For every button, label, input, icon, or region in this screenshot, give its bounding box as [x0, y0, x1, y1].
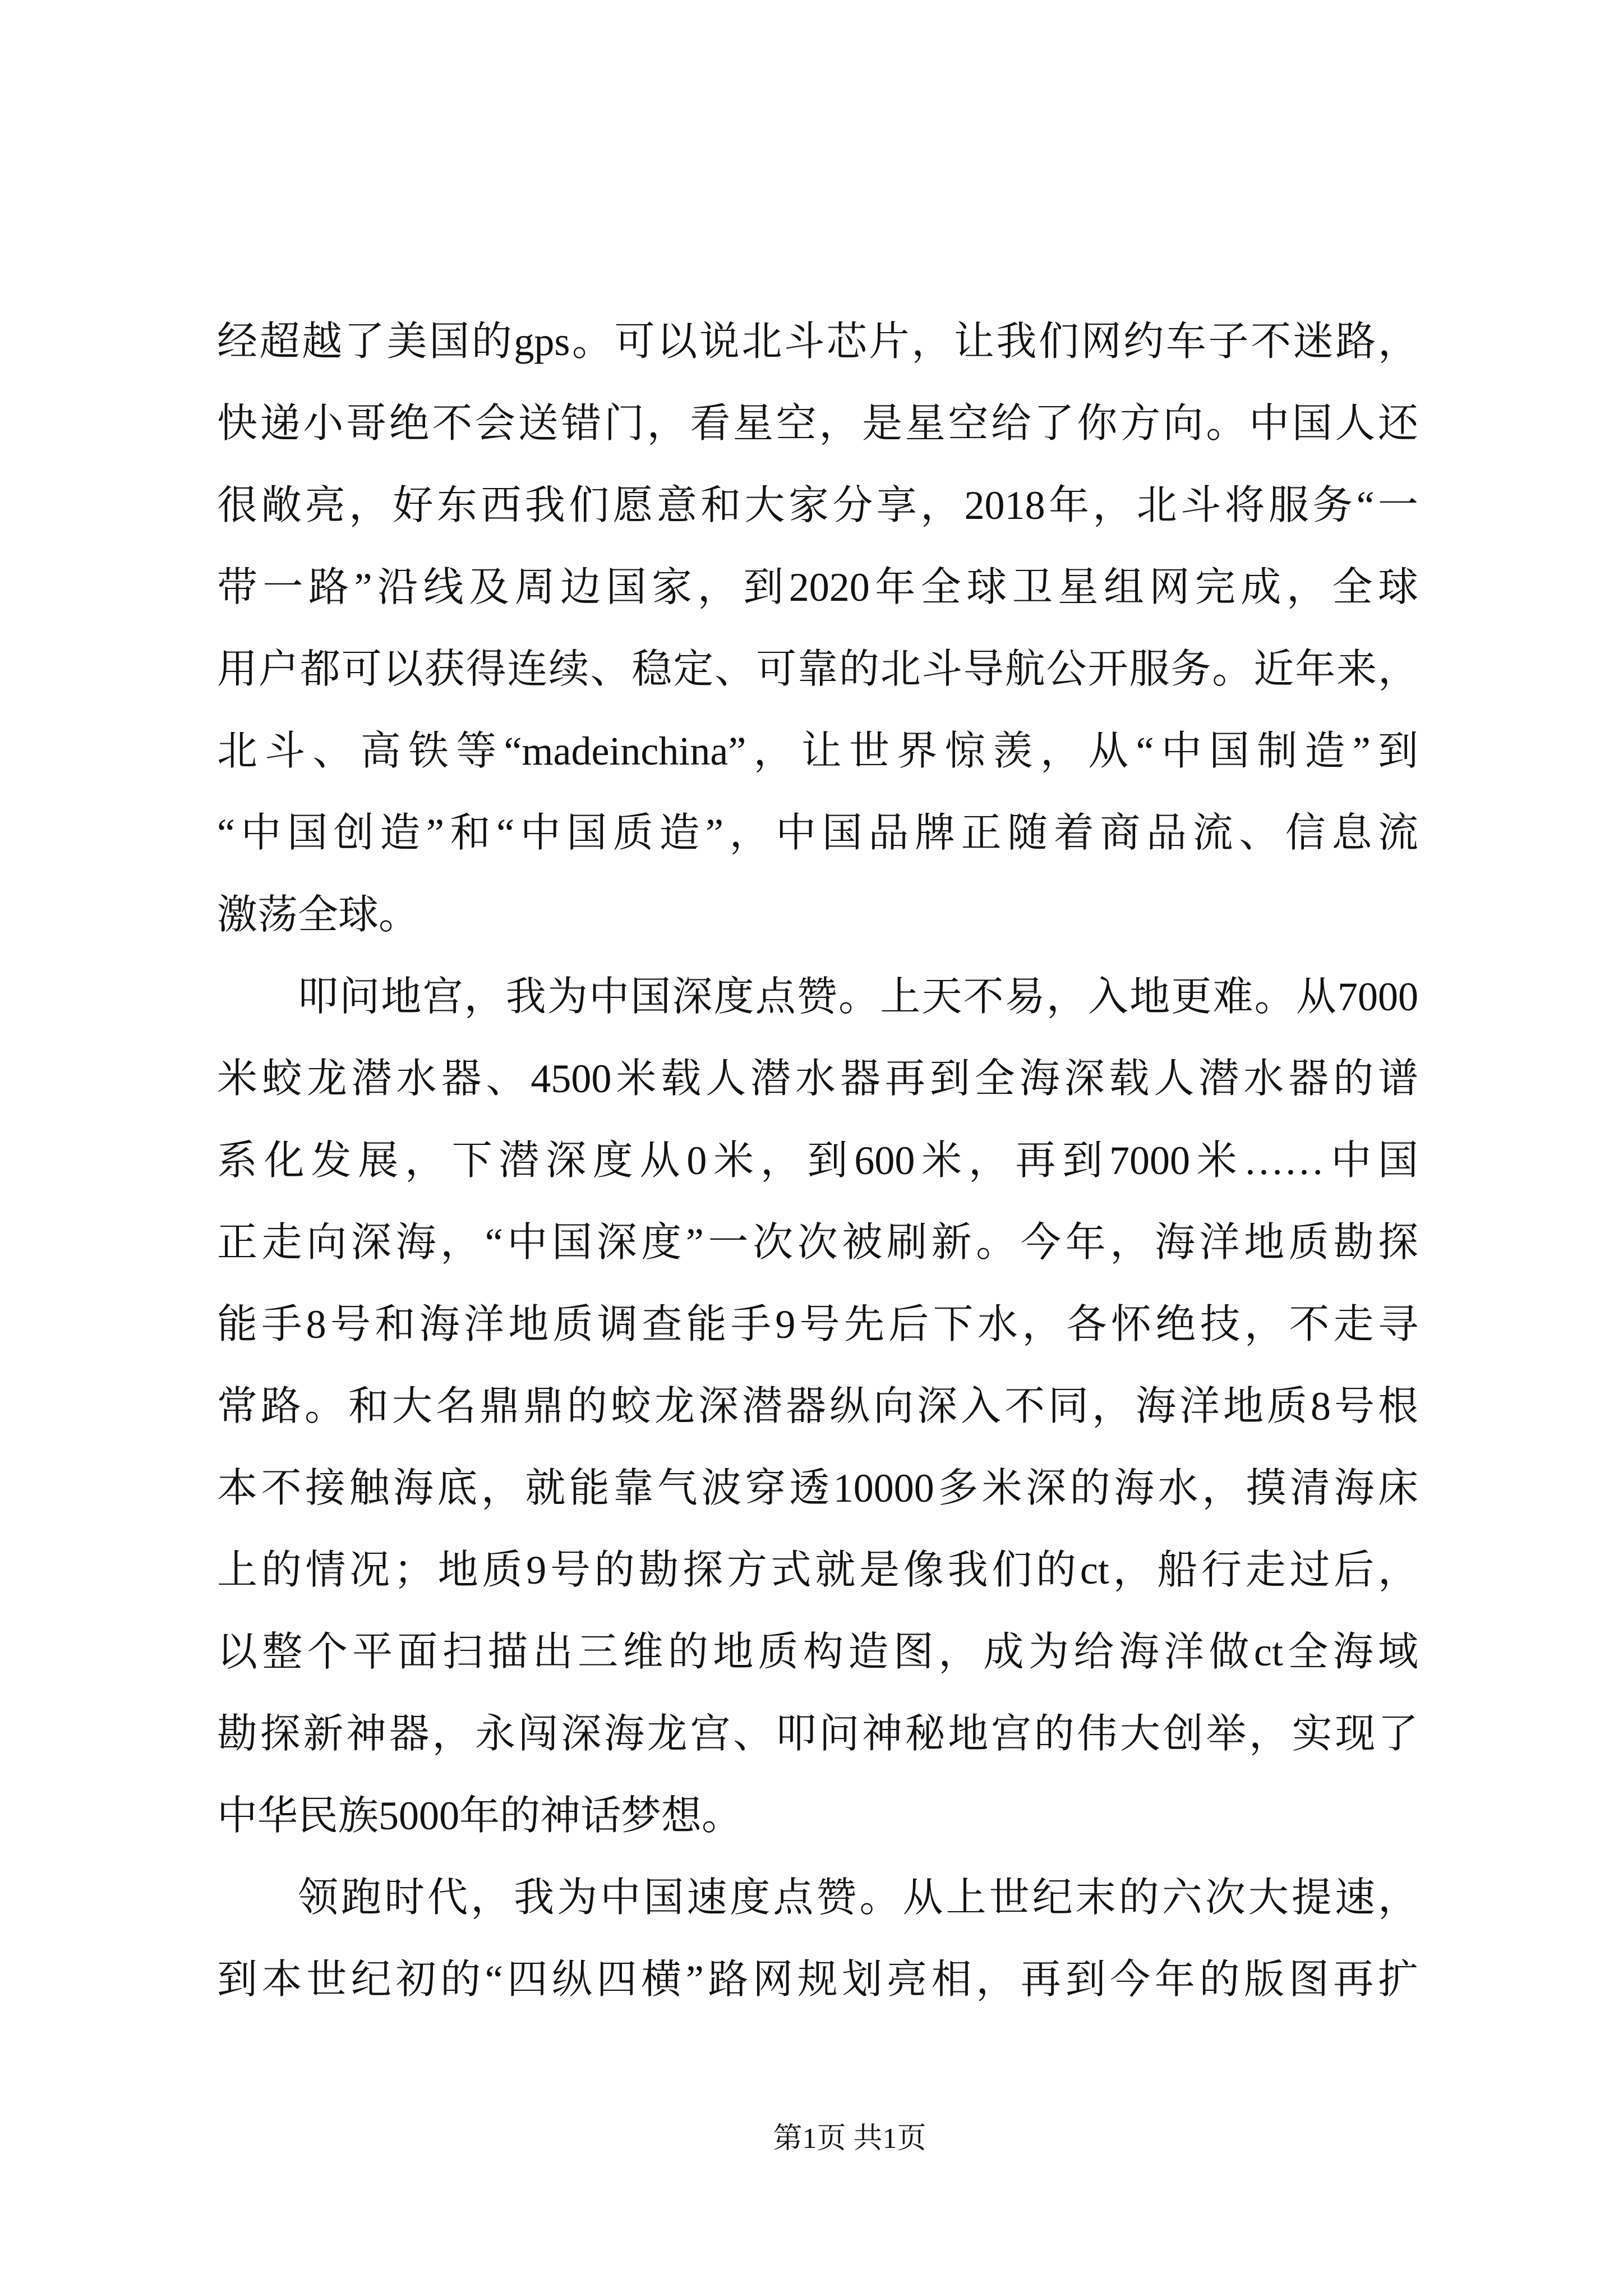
body-text [217, 301, 1418, 2021]
text-line: 本不接触海底，就能靠气波穿透10000多米深的海水，摸清海床 [217, 1466, 1418, 1511]
text-line: 用户都可以获得连续、稳定、可靠的北斗导航公开服务。近年来， [217, 647, 1418, 692]
paragraph-depth [217, 956, 1418, 1857]
text-line: 到本世纪初的“四纵四横”路网规划亮相，再到今年的版图再扩 [217, 1957, 1418, 2002]
text-line: 常路。和大名鼎鼎的蛟龙深潜器纵向深入不同，海洋地质8号根 [217, 1384, 1418, 1429]
paragraph-beidou [217, 301, 1418, 956]
text-line: 能手8号和海洋地质调查能手9号先后下水，各怀绝技，不走寻 [217, 1302, 1418, 1347]
text-line: 中华民族5000年的神话梦想。 [217, 1793, 743, 1838]
text-line: 勘探新神器，永闯深海龙宫、叩问神秘地宫的伟大创举，实现了 [217, 1711, 1418, 1756]
page-footer [709, 2116, 990, 2161]
text-line: “中国创造”和“中国质造”，中国品牌正随着商品流、信息流 [217, 811, 1418, 855]
text-line: 叩问地宫，我为中国深度点赞。上天不易，入地更难。从7000 [298, 974, 1418, 1019]
text-line: 系化发展，下潜深度从0米，到600米，再到7000米……中国 [217, 1138, 1418, 1183]
text-line: 带一路”沿线及周边国家，到2020年全球卫星组网完成，全球 [217, 565, 1418, 610]
text-line: 很敞亮，好东西我们愿意和大家分享，2018年，北斗将服务“一 [217, 483, 1418, 528]
text-line: 经超越了美国的gps。可以说北斗芯片，让我们网约车子不迷路， [217, 319, 1418, 364]
text-line: 快递小哥绝不会送错门，看星空，是星空给了你方向。中国人还 [217, 401, 1418, 446]
text-line: 北斗、高铁等“madeinchina”，让世界惊羡，从“中国制造”到 [217, 729, 1418, 774]
paragraph-speed [217, 1857, 1418, 2021]
text-line: 以整个平面扫描出三维的地质构造图，成为给海洋做ct全海域 [217, 1630, 1418, 1674]
text-line: 领跑时代，我为中国速度点赞。从上世纪末的六次大提速， [298, 1875, 1418, 1920]
text-line: 激荡全球。 [217, 892, 419, 937]
text-line: 米蛟龙潜水器、4500米载人潜水器再到全海深载人潜水器的谱 [217, 1056, 1418, 1101]
text-line: 正走向深海，“中国深度”一次次被刷新。今年，海洋地质勘探 [217, 1220, 1418, 1265]
text-line: 上的情况；地质9号的勘探方式就是像我们的ct，船行走过后， [217, 1548, 1418, 1593]
page-number-label: 第1页 共1页 [773, 2123, 926, 2155]
